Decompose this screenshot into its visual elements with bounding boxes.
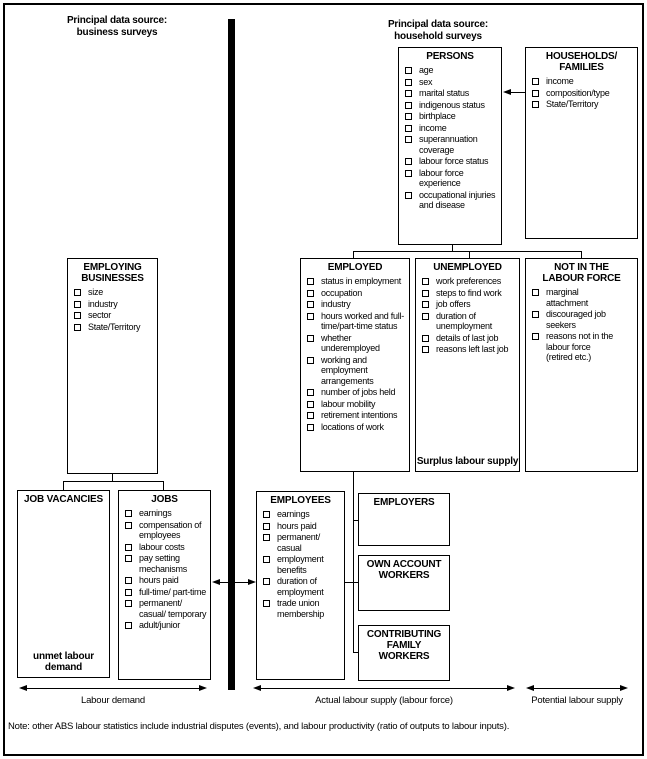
item-label: industry	[321, 299, 351, 309]
checkbox-item	[405, 88, 499, 99]
checkbox-item	[405, 111, 499, 122]
job-vacancies-title: JOB VACANCIES	[24, 494, 103, 505]
checkbox-item	[532, 88, 635, 99]
employed-title: EMPLOYED	[327, 262, 383, 273]
checkbox-square-icon	[263, 556, 270, 563]
actual-labour-supply-label: Actual labour supply (labour force)	[315, 695, 453, 706]
checkbox-square-icon	[422, 346, 429, 353]
checkbox-square-icon	[307, 301, 314, 308]
checkbox-item	[405, 156, 499, 167]
unemployed-items	[416, 274, 519, 355]
item-label: earnings	[277, 509, 310, 519]
item-label: hours worked and full-time/part-time status	[321, 310, 405, 331]
item-label: details of last job	[436, 332, 499, 343]
unemployed-title: UNEMPLOYED	[433, 262, 502, 273]
item-label: industry	[88, 298, 118, 309]
checkbox-square-icon	[422, 335, 429, 342]
checkbox-square-icon	[405, 67, 412, 74]
item-label: labour force experience	[419, 167, 464, 188]
footnote: Note: other ABS labour statistics include industrial disputes (events), and labour productivity (ratio of outputs to labour inputs).	[8, 721, 510, 732]
employers-box	[358, 493, 450, 546]
checkbox-item	[125, 508, 208, 519]
checkbox-square-icon	[74, 301, 81, 308]
item-label: occupational injuries and disease	[419, 189, 496, 210]
own-account-workers-box	[358, 555, 450, 611]
unmet-labour-demand-label: unmet labour demand	[33, 651, 94, 673]
checkbox-square-icon	[532, 289, 539, 296]
checkbox-item	[263, 598, 342, 619]
item-label: earnings	[139, 508, 172, 518]
households-families-items	[526, 74, 637, 110]
checkbox-item	[307, 410, 407, 421]
checkbox-square-icon	[405, 125, 412, 132]
households-families-title: HOUSEHOLDS/ FAMILIES	[545, 51, 618, 73]
checkbox-item	[532, 99, 635, 110]
checkbox-item	[125, 542, 208, 553]
potential-labour-supply-span-arrow	[526, 684, 628, 693]
checkbox-item	[422, 299, 517, 310]
checkbox-item	[74, 287, 155, 298]
checkbox-square-icon	[263, 600, 270, 607]
item-label: birthplace	[419, 111, 456, 121]
checkbox-square-icon	[125, 589, 132, 596]
contributing-family-workers-box	[358, 625, 450, 681]
item-label: compensation of employees	[139, 519, 202, 540]
checkbox-square-icon	[422, 313, 429, 320]
item-label: marital status	[419, 88, 470, 98]
checkbox-item	[74, 310, 155, 321]
employees-box	[256, 491, 345, 680]
connector-drop-unemployed	[469, 251, 470, 258]
employing-businesses-box	[67, 258, 158, 474]
checkbox-square-icon	[307, 401, 314, 408]
checkbox-square-icon	[405, 136, 412, 143]
checkbox-square-icon	[307, 335, 314, 342]
demand-supply-divider-bar	[228, 19, 235, 690]
item-label: full-time/ part-time	[139, 586, 207, 597]
surplus-labour-supply-label: Surplus labour supply	[416, 456, 519, 467]
checkbox-item	[307, 288, 407, 299]
checkbox-item	[263, 554, 342, 575]
item-label: working and employment arrangements	[321, 354, 374, 386]
employees-title: EMPLOYEES	[270, 495, 331, 506]
item-label: occupation	[321, 287, 363, 298]
checkbox-item	[125, 575, 208, 586]
checkbox-square-icon	[307, 412, 314, 419]
checkbox-item	[74, 299, 155, 310]
item-label: adult/junior	[139, 620, 181, 630]
checkbox-item	[405, 190, 499, 211]
not-in-labour-force-box	[525, 258, 638, 472]
checkbox-square-icon	[532, 101, 539, 108]
checkbox-item	[532, 287, 619, 308]
checkbox-item	[422, 311, 517, 332]
household-source-header: Principal data source: household surveys	[387, 19, 489, 42]
employing-businesses-items	[68, 285, 157, 332]
item-label: trade union membership	[277, 598, 325, 619]
households-families-box	[525, 47, 638, 239]
checkbox-item	[422, 288, 517, 299]
connector-businesses-down	[112, 474, 113, 481]
labour-demand-span-arrow	[19, 684, 207, 693]
employed-items	[301, 274, 409, 432]
item-label: hours paid	[277, 520, 317, 531]
item-label: composition/type	[546, 87, 610, 98]
connector-stub-employees-own-account	[345, 582, 358, 583]
item-label: pay setting mechanisms	[139, 553, 188, 574]
item-label: income	[419, 122, 447, 133]
not-in-labour-force-items	[526, 285, 637, 363]
checkbox-item	[125, 587, 208, 598]
checkbox-square-icon	[263, 578, 270, 585]
checkbox-square-icon	[307, 290, 314, 297]
checkbox-item	[263, 532, 342, 553]
item-label: work preferences	[436, 276, 502, 286]
checkbox-square-icon	[125, 544, 132, 551]
checkbox-item	[422, 344, 517, 355]
checkbox-square-icon	[125, 600, 132, 607]
connector-drop-jobs	[163, 481, 164, 490]
item-label: reasons not in the labour force (retired etc.)	[546, 331, 614, 362]
checkbox-item	[405, 134, 499, 155]
checkbox-square-icon	[532, 333, 539, 340]
checkbox-item	[405, 65, 499, 76]
item-label: permanent/ casual	[277, 532, 321, 553]
checkbox-item	[307, 387, 407, 398]
connector-drop-employed	[353, 251, 354, 258]
checkbox-square-icon	[125, 522, 132, 529]
item-label: reasons left last job	[436, 344, 509, 354]
item-label: State/Territory	[88, 321, 141, 332]
persons-title: PERSONS	[426, 51, 474, 62]
checkbox-square-icon	[125, 622, 132, 629]
checkbox-item	[74, 322, 155, 333]
item-label: indigenous status	[419, 99, 485, 110]
checkbox-item	[307, 355, 407, 387]
checkbox-square-icon	[125, 555, 132, 562]
checkbox-square-icon	[307, 313, 314, 320]
checkbox-square-icon	[532, 78, 539, 85]
item-label: steps to find work	[436, 287, 502, 298]
checkbox-square-icon	[74, 324, 81, 331]
item-label: number of jobs held	[321, 387, 396, 397]
jobs-items	[119, 506, 210, 631]
item-label: retirement intentions	[321, 410, 398, 420]
item-label: marginal attachment	[546, 287, 589, 308]
checkbox-item	[532, 309, 619, 330]
item-label: State/Territory	[546, 99, 599, 109]
employed-box	[300, 258, 410, 472]
checkbox-item	[307, 399, 407, 410]
item-label: locations of work	[321, 421, 384, 432]
checkbox-square-icon	[307, 424, 314, 431]
item-label: sex	[419, 76, 433, 87]
business-source-header: Principal data source: business surveys	[66, 15, 168, 38]
item-label: superannuation coverage	[419, 134, 478, 155]
checkbox-square-icon	[422, 278, 429, 285]
checkbox-item	[125, 553, 208, 574]
checkbox-item	[405, 77, 499, 88]
checkbox-item	[307, 422, 407, 433]
checkbox-item	[405, 123, 499, 134]
connector-status-bracket	[353, 472, 354, 652]
checkbox-square-icon	[263, 511, 270, 518]
checkbox-item	[307, 333, 407, 354]
checkbox-item	[263, 576, 342, 597]
item-label: employment benefits	[277, 554, 324, 575]
checkbox-square-icon	[125, 510, 132, 517]
checkbox-square-icon	[125, 577, 132, 584]
item-label: status in employment	[321, 276, 402, 286]
checkbox-item	[263, 521, 342, 532]
labour-demand-label: Labour demand	[81, 695, 145, 706]
own-account-workers-title: OWN ACCOUNT WORKERS	[366, 559, 442, 581]
checkbox-square-icon	[263, 523, 270, 530]
potential-labour-supply-label: Potential labour supply	[531, 695, 623, 706]
checkbox-item	[125, 520, 208, 541]
connector-drop-job-vacancies	[63, 481, 64, 490]
connector-persons-branch	[353, 251, 582, 252]
checkbox-square-icon	[405, 113, 412, 120]
item-label: duration of unemployment	[436, 310, 493, 331]
item-label: discouraged job seekers	[546, 309, 606, 330]
employees-items	[257, 507, 344, 619]
employing-businesses-title: EMPLOYING BUSINESSES	[81, 262, 144, 284]
checkbox-square-icon	[405, 170, 412, 177]
checkbox-square-icon	[405, 158, 412, 165]
checkbox-item	[263, 509, 342, 520]
checkbox-square-icon	[263, 534, 270, 541]
persons-box	[398, 47, 502, 245]
checkbox-square-icon	[307, 357, 314, 364]
checkbox-square-icon	[532, 311, 539, 318]
checkbox-square-icon	[307, 389, 314, 396]
checkbox-square-icon	[532, 90, 539, 97]
checkbox-item	[422, 333, 517, 344]
contributing-family-workers-title: CONTRIBUTING FAMILY WORKERS	[366, 629, 442, 662]
checkbox-square-icon	[422, 301, 429, 308]
job-vacancies-box	[17, 490, 110, 678]
households-to-persons-arrow	[503, 88, 525, 97]
not-in-labour-force-title: NOT IN THE LABOUR FORCE	[542, 262, 621, 284]
checkbox-square-icon	[74, 289, 81, 296]
connector-drop-not-in-labour-force	[581, 251, 582, 258]
item-label: labour costs	[139, 541, 185, 552]
jobs-box	[118, 490, 211, 680]
checkbox-square-icon	[405, 102, 412, 109]
checkbox-square-icon	[422, 290, 429, 297]
item-label: duration of employment	[277, 576, 324, 597]
checkbox-item	[125, 620, 208, 631]
persons-items	[399, 63, 501, 211]
item-label: labour mobility	[321, 398, 376, 409]
item-label: job offers	[436, 299, 471, 309]
checkbox-item	[125, 598, 208, 619]
checkbox-item	[532, 331, 619, 363]
actual-labour-supply-span-arrow	[253, 684, 515, 693]
checkbox-item	[405, 100, 499, 111]
item-label: labour force status	[419, 156, 489, 166]
unemployed-box	[415, 258, 520, 472]
item-label: hours paid	[139, 575, 179, 585]
item-label: sector	[88, 310, 112, 320]
checkbox-item	[532, 76, 635, 87]
item-label: age	[419, 65, 434, 75]
employers-title: EMPLOYERS	[373, 497, 435, 508]
item-label: permanent/ casual/ temporary	[139, 598, 207, 619]
checkbox-item	[405, 168, 499, 189]
checkbox-item	[307, 276, 407, 287]
item-label: income	[546, 76, 574, 86]
checkbox-item	[307, 299, 407, 310]
checkbox-square-icon	[307, 278, 314, 285]
jobs-employees-arrow	[212, 578, 256, 587]
item-label: size	[88, 287, 104, 297]
checkbox-square-icon	[405, 79, 412, 86]
connector-businesses-branch	[63, 481, 164, 482]
checkbox-square-icon	[74, 312, 81, 319]
checkbox-square-icon	[405, 90, 412, 97]
checkbox-item	[307, 311, 407, 332]
jobs-title: JOBS	[151, 494, 178, 505]
checkbox-item	[422, 276, 517, 287]
checkbox-square-icon	[405, 192, 412, 199]
item-label: whether underemployed	[321, 332, 380, 353]
